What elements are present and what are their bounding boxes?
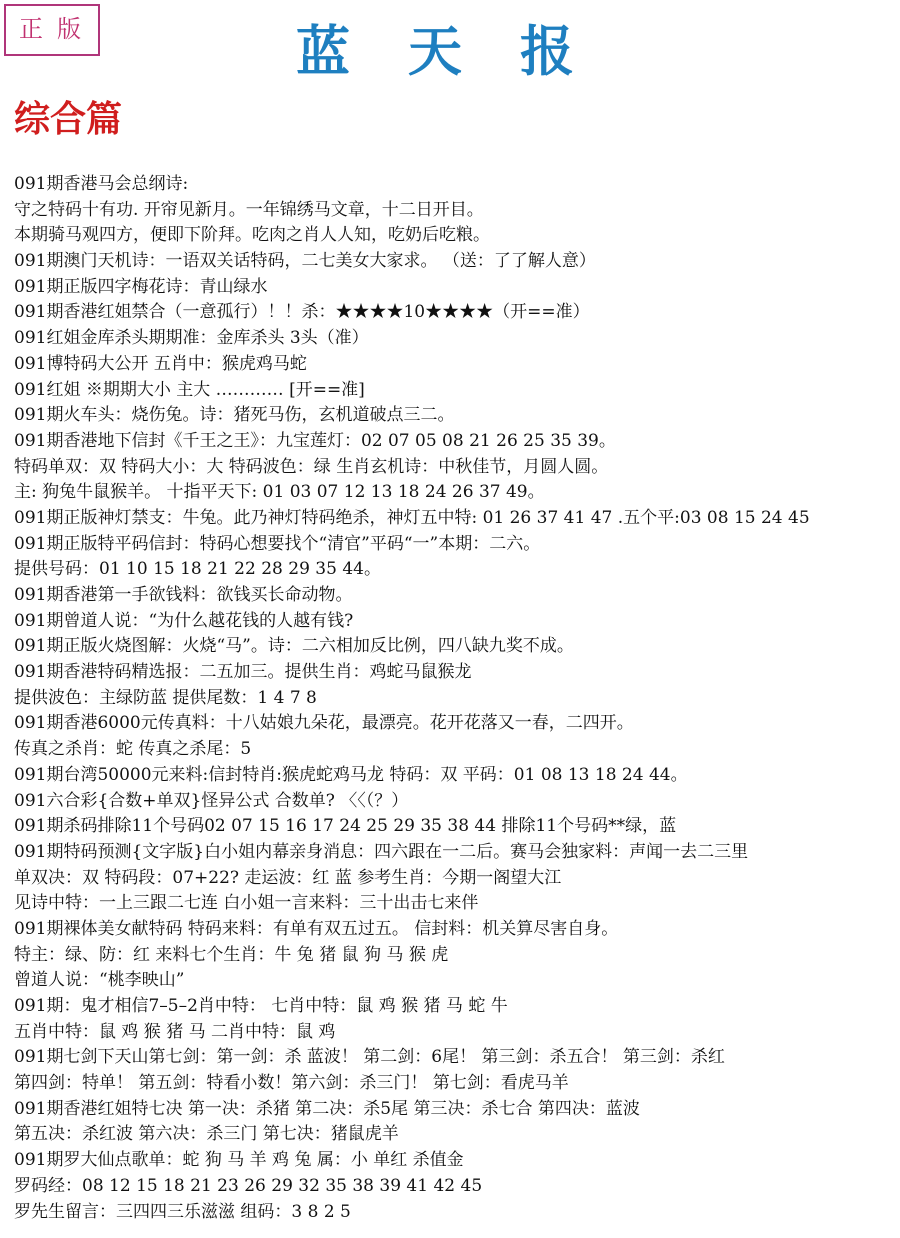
text-line: 091期正版四字梅花诗：青山绿水	[14, 276, 268, 297]
text-line: 091期罗大仙点歌单：蛇 狗 马 羊 鸡 兔 属：小 单红 杀值金	[14, 1150, 464, 1171]
text-line: 091期特码预测{文字版}白小姐内幕亲身消息：四六跟在一二后。赛马会独家料：声闻一去二三里	[14, 841, 749, 862]
text-line: 091期火车头：烧伤兔。诗：猪死马伤，玄机道破点三二。	[14, 405, 455, 426]
text-line: 特码单双：双 特码大小：大 特码波色：绿 生肖玄机诗：中秋佳节，月圆人圆。	[14, 456, 609, 477]
text-line: 091期香港马会总纲诗:	[14, 174, 189, 194]
text-line: 本期骑马观四方，便即下阶拜。吃肉之肖人人知，吃奶后吃粮。	[14, 225, 490, 246]
text-line: 见诗中特：一上三跟二七连 白小姐一言来料：三十出击七来伴	[14, 893, 479, 914]
text-line: 091期七剑下天山第七剑：第一剑：杀 蓝波！ 第二剑：6尾！ 第三剑：杀五合！ 第三剑：杀红	[14, 1047, 725, 1068]
text-line: 091期正版特平码信封：特码心想要找个“清官”平码“一”本期：二六。	[14, 533, 541, 554]
text-line: 主: 狗兔牛鼠猴羊。 十指平天下: 01 03 07 12 13 18 24 26 37 49。	[14, 482, 545, 503]
text-line: 091期香港6000元传真料：十八姑娘九朵花，最漂亮。花开花落又一春，二四开。	[14, 713, 634, 734]
text-lines	[14, 172, 894, 1225]
text-line: 091期正版神灯禁支：牛兔。此乃神灯特码绝杀，神灯五中特: 01 26 37 41 47 .五个平:03 08 15 24 45	[14, 507, 810, 528]
text-line: 091六合彩{合数+单双}怪异公式 合数单? 〈〈（？）	[14, 790, 409, 811]
text-line: 091期：鬼才相信7–5–2肖中特： 七肖中特：鼠 鸡 猴 猪 马 蛇 牛	[14, 996, 508, 1016]
text-line: 第五决：杀红波 第六决：杀三门 第七决：猪鼠虎羊	[14, 1124, 399, 1145]
text-line: 第四剑：特单！ 第五剑：特看小数！第六剑：杀三门！ 第七剑：看虎马羊	[14, 1073, 569, 1094]
text-line: 091期曾道人说：“为什么越花钱的人越有钱?	[14, 610, 354, 631]
edition-badge: 正版	[4, 4, 100, 56]
text-line: 提供号码：01 10 15 18 21 22 28 29 35 44。	[14, 559, 381, 580]
text-line: 曾道人说：“桃李映山”	[14, 970, 185, 991]
text-line: 091期台湾50000元来料:信封特肖:猴虎蛇鸡马龙 特码：双 平码：01 08 13 18 24 44。	[14, 764, 688, 785]
text-line: 守之特码十有功. 开帘见新月。一年锦绣马文章，十二日开目。	[14, 199, 484, 220]
text-line: 091期杀码排除11个号码02 07 15 16 17 24 25 29 35 38 44 排除11个号码**绿，蓝	[14, 816, 677, 837]
text-line: 提供波色：主绿防蓝 提供尾数：1 4 7 8	[14, 687, 317, 708]
text-line: 091期香港地下信封《千王之王》：九宝莲灯：02 07 05 08 21 26 25 35 39。	[14, 430, 616, 451]
text-line: 091期裸体美女献特码 特码来料：有单有双五过五。 信封料：机关算尽害自身。	[14, 918, 619, 939]
text-line: 091期香港第一手欲钱料：欲钱买长命动物。	[14, 585, 353, 605]
text-line: 单双决：双 特码段：07+22? 走运波：红 蓝 参考生肖：今期一阁望大江	[14, 867, 562, 888]
text-line: 091博特码大公开 五肖中：猴虎鸡马蛇	[14, 353, 307, 374]
text-line: 091期香港特码精选报：二五加三。提供生肖：鸡蛇马鼠猴龙	[14, 662, 472, 683]
text-line: 罗先生留言：三四四三乐滋滋 组码：3 8 2 5	[14, 1201, 351, 1222]
text-line: 特主：绿、防：红 来料七个生肖：牛 兔 猪 鼠 狗 马 猴 虎	[14, 944, 449, 965]
text-line: 传真之杀肖：蛇 传真之杀尾：5	[14, 739, 252, 760]
text-line: 五肖中特：鼠 鸡 猴 猪 马 二肖中特：鼠 鸡	[14, 1021, 336, 1042]
text-line: 091红姐 ※期期大小 主大 ………… [开==准]	[14, 379, 365, 400]
section-title: 综合篇	[14, 98, 123, 140]
masthead-title: 蓝天报	[296, 19, 632, 83]
text-line: 091期正版火烧图解：火烧“马”。诗：二六相加反比例，四八缺九奖不成。	[14, 636, 574, 657]
text-line: 091红姐金库杀头期期准：金库杀头 3头（准）	[14, 328, 369, 349]
text-line: 091期香港红姐特七决 第一决：杀猪 第二决：杀5尾 第三决：杀七合 第四决：蓝波	[14, 1098, 640, 1119]
text-line: 091期澳门天机诗：一语双关话特码，二七美女大家求。 （送：了了解人意）	[14, 251, 596, 272]
text-line: 091期香港红姐禁合（一意孤行）！！杀：★★★★10★★★★（开==准）	[14, 302, 590, 323]
text-line: 罗码经：08 12 15 18 21 23 26 29 32 35 38 39 41 42 45	[14, 1175, 483, 1196]
